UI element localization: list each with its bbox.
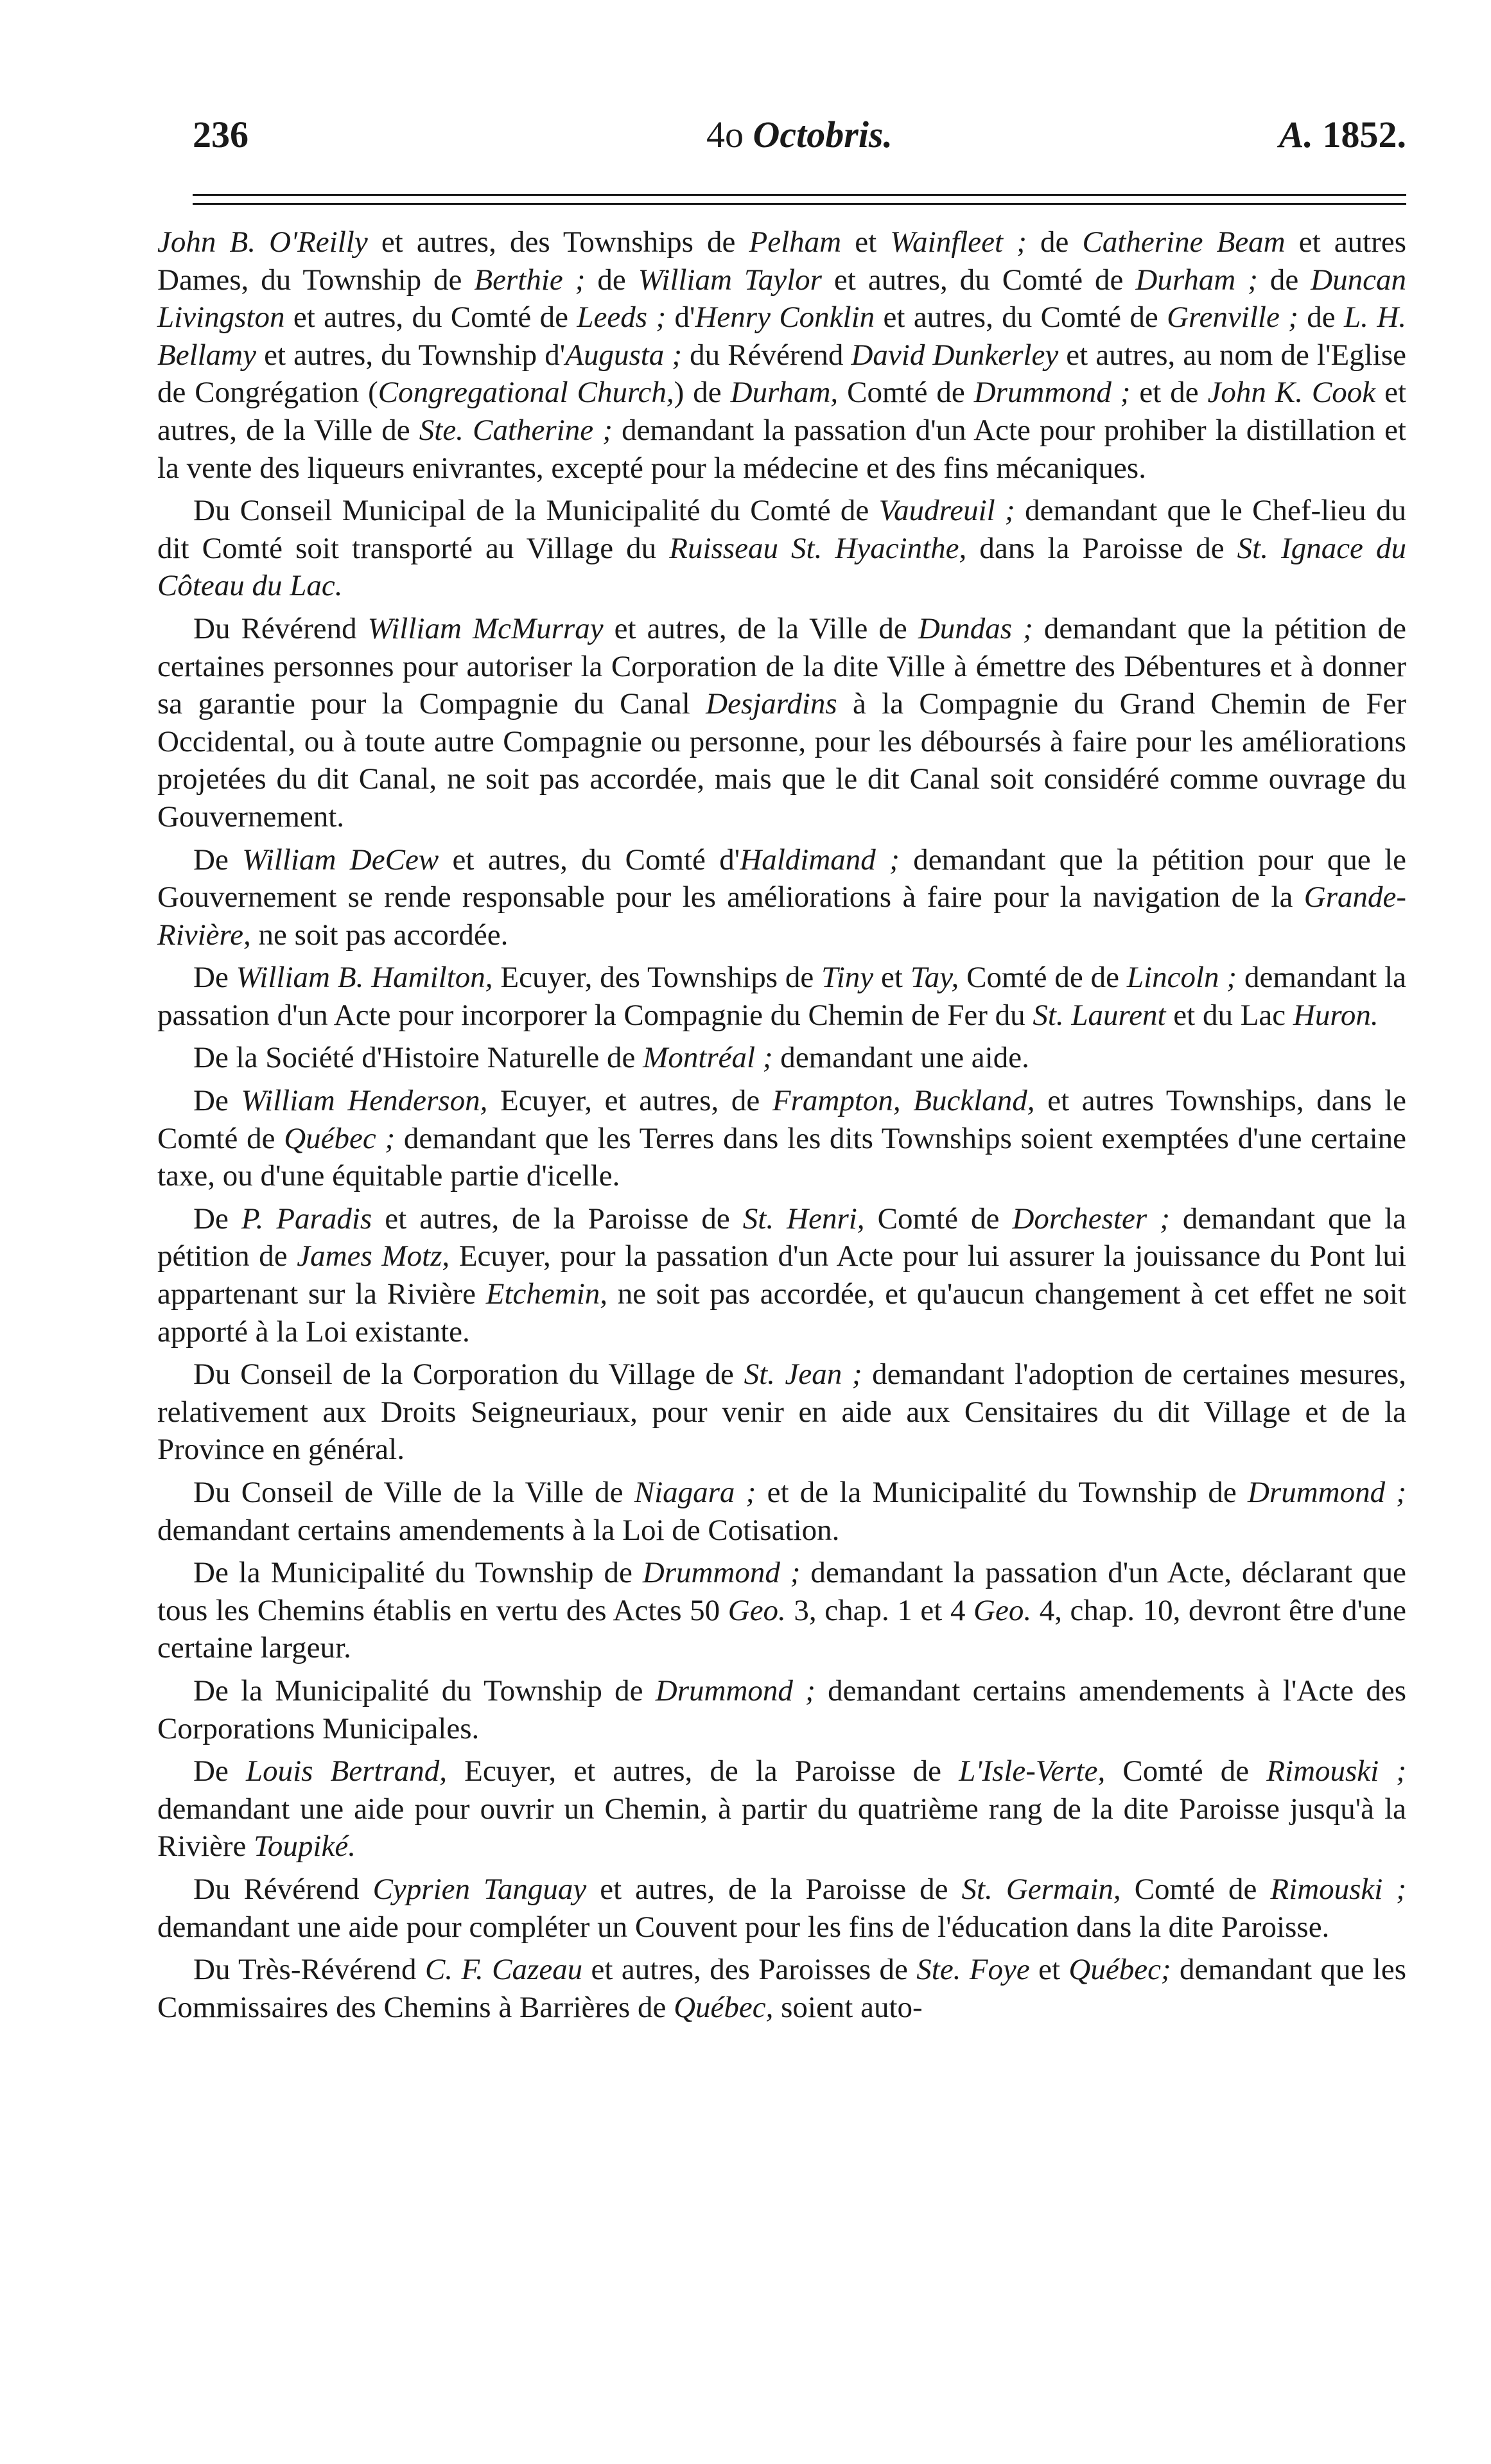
- text-run: De: [193, 1201, 241, 1236]
- text-run: demandant certains amendements à la Loi de Cotisation.: [157, 1513, 840, 1547]
- petition-paragraph: [157, 1752, 1406, 1865]
- text-run: Du Conseil Municipal de la Municipalité du Comté de: [193, 494, 879, 528]
- italic-name: Québec,: [674, 1990, 774, 2024]
- text-run: à la Compagnie du Grand Chemin de Fer Occidental, ou à toute autre Compagnie ou personne, pour les déboursés à faire pour les améliorations projetées du dit Canal, ne soit pas accordée, mais que le dit Canal soit considéré comme ouvrage du Gouvernement.: [157, 687, 1407, 834]
- italic-name: Québec;: [1068, 1953, 1171, 1987]
- italic-name: Grande-Rivière,: [157, 880, 1406, 952]
- year-prefix: A.: [1278, 114, 1313, 155]
- text-run: de: [1026, 225, 1083, 259]
- italic-name: St. Germain,: [961, 1872, 1121, 1906]
- text-run: de: [1298, 301, 1345, 335]
- italic-name: Etchemin,: [485, 1277, 608, 1311]
- petition-paragraph: [157, 1039, 1406, 1077]
- italic-name: L'Isle-Verte,: [959, 1754, 1106, 1788]
- text-run: demandant que la pétition de certaines personnes pour autoriser la Corporation de la dite Ville à émettre des Débentures et à donner sa garantie pour la Compagnie du Canal: [157, 611, 1407, 721]
- text-run: et autres, des Paroisses de: [582, 1953, 917, 1987]
- italic-name: Geo.: [973, 1593, 1032, 1627]
- italic-name: James Motz,: [297, 1239, 450, 1273]
- text-run: et autres, de la Ville de: [603, 611, 918, 645]
- text-run: de: [585, 263, 638, 297]
- text-run: Ecuyer, pour la passation d'un Acte pour lui assurer la jouissance du Pont lui appartenant sur la Rivière: [157, 1239, 1406, 1311]
- text-run: du Révérend: [682, 338, 851, 372]
- italic-name: Toupiké.: [254, 1830, 356, 1864]
- italic-name: Duncan Livingston: [157, 263, 1406, 335]
- text-run: et autres, du Comté de: [875, 301, 1167, 335]
- header-rule-bottom: [193, 203, 1406, 205]
- text-run: et: [1029, 1953, 1069, 1987]
- text-run: et autres, au nom de l'Eglise de Congrégation (: [157, 338, 1406, 410]
- text-run: De: [193, 961, 236, 995]
- text-run: d': [666, 301, 695, 335]
- italic-name: Henry Conklin: [695, 301, 875, 335]
- text-run: demandant que la pétition de: [157, 1201, 1407, 1273]
- petition-paragraph: [157, 1474, 1406, 1549]
- italic-name: Augusta ;: [565, 338, 683, 372]
- italic-name: P. Paradis: [241, 1201, 372, 1236]
- italic-name: St. Ignace du Côteau du Lac.: [157, 531, 1406, 603]
- year-value: 1852.: [1322, 114, 1406, 155]
- text-run: Du Conseil de Ville de la Ville de: [193, 1476, 634, 1509]
- petition-paragraph: [157, 1951, 1406, 2026]
- text-run: demandant que les Commissaires des Chemins à Barrières de: [157, 1953, 1406, 2024]
- text-run: et: [841, 225, 891, 259]
- italic-name: Drummond ;: [973, 376, 1131, 410]
- italic-name: Congregational Church,: [378, 376, 674, 410]
- italic-name: Pelham: [749, 225, 842, 259]
- text-run: De: [193, 1754, 246, 1788]
- text-run: Du Très-Révérend: [193, 1953, 425, 1987]
- text-run: Du Conseil de la Corporation du Village de: [193, 1358, 744, 1392]
- petition-paragraph: [157, 610, 1406, 836]
- italic-name: Drummond ;: [642, 1556, 801, 1590]
- italic-name: William DeCew: [242, 843, 439, 877]
- italic-name: Huron.: [1293, 998, 1379, 1032]
- text-run: et du Lac: [1165, 998, 1293, 1032]
- italic-name: Tiny: [821, 961, 874, 995]
- text-run: de: [1257, 263, 1311, 297]
- text-run: et autres, de la Paroisse de: [586, 1872, 962, 1906]
- text-run: demandant que les Terres dans les dits Townships soient exemptées d'une certaine taxe, ou d'une équitable partie d'icelle.: [157, 1121, 1407, 1193]
- petition-paragraph: [157, 1672, 1406, 1747]
- text-run: De: [193, 1084, 241, 1118]
- italic-name: Tay,: [910, 961, 959, 995]
- italic-name: Durham ;: [1135, 263, 1258, 297]
- italic-name: John K. Cook: [1207, 376, 1376, 410]
- text-run: et autres Townships, dans le Comté de: [157, 1084, 1406, 1155]
- italic-name: St. Henri,: [742, 1201, 865, 1236]
- text-run: Ecuyer, et autres, de: [487, 1084, 772, 1118]
- text-run: et autres, des Townships de: [367, 225, 749, 259]
- text-run: et autres, de la Ville de: [157, 376, 1407, 447]
- text-run: et: [873, 961, 911, 995]
- text-run: ) de: [674, 376, 731, 410]
- petition-paragraph: [157, 1356, 1406, 1469]
- text-run: demandant que la pétition pour que le Gouvernement se rende responsable pour les améliorations à faire pour la navigation de la: [157, 843, 1407, 914]
- italic-name: St. Laurent: [1033, 998, 1166, 1032]
- italic-name: Drummond ;: [1247, 1476, 1406, 1509]
- italic-name: Lincoln ;: [1126, 961, 1237, 995]
- italic-name: Rimouski ;: [1266, 1754, 1406, 1788]
- text-run: et de la Municipalité du Township de: [756, 1476, 1248, 1509]
- text-run: demandant la passation d'un Acte pour incorporer la Compagnie du Chemin de Fer du: [157, 961, 1406, 1032]
- italic-name: Niagara ;: [634, 1476, 756, 1509]
- text-run: demandant l'adoption de certaines mesures, relativement aux Droits Seigneuriaux, pour venir en aide aux Censitaires du dit Village et de la Province en général.: [157, 1358, 1407, 1467]
- italic-name: William McMurray: [367, 611, 604, 645]
- italic-name: Cyprien Tanguay: [372, 1872, 587, 1906]
- italic-name: John B. O'Reilly: [157, 225, 368, 259]
- petition-paragraph: [157, 1082, 1406, 1195]
- italic-name: Québec ;: [284, 1121, 396, 1155]
- text-run: et autres, du Comté d': [439, 843, 740, 877]
- italic-name: Ruisseau St. Hyacinthe,: [669, 531, 967, 565]
- italic-name: David Dunkerley: [851, 338, 1059, 372]
- text-run: Comté de: [864, 1201, 1013, 1236]
- italic-name: Louis Bertrand,: [245, 1754, 448, 1788]
- italic-name: William Henderson,: [241, 1084, 488, 1118]
- text-run: et autres, du Township d': [256, 338, 566, 372]
- session-date: [193, 109, 1406, 161]
- italic-name: William Taylor: [638, 263, 822, 297]
- text-run: demandant la passation d'un Acte pour prohiber la distillation et la vente des liqueurs enivrantes, excepté pour la médecine et des fins mécaniques.: [157, 413, 1406, 485]
- petition-paragraph: [157, 1200, 1406, 1350]
- petition-paragraph: [157, 841, 1406, 954]
- text-run: ne soit pas accordée.: [250, 918, 509, 952]
- text-run: et autres Dames, du Township de: [157, 225, 1407, 297]
- text-run: Comté de: [1120, 1872, 1271, 1906]
- petition-paragraph: [157, 492, 1406, 605]
- text-run: De la Municipalité du Township de: [193, 1673, 656, 1708]
- text-run: demandant la passation d'un Acte, déclarant que tous les Chemins établis en vertu des Actes 50: [157, 1556, 1406, 1627]
- text-run: 3, chap. 1 et 4: [785, 1593, 974, 1627]
- italic-name: Catherine Beam: [1082, 225, 1286, 259]
- text-run: demandant que le Chef-lieu du dit Comté soit transporté au Village du: [157, 494, 1406, 565]
- text-run: demandant certains amendements à l'Acte des Corporations Municipales.: [157, 1673, 1406, 1745]
- header-rule-top: [193, 194, 1406, 196]
- running-header: [193, 109, 1406, 161]
- text-run: Du Révérend: [193, 611, 368, 645]
- text-run: et autres, du Comté de: [821, 263, 1136, 297]
- session-month: Octobris.: [753, 114, 893, 155]
- text-run: 4, chap. 10, devront être d'une certaine largeur.: [157, 1593, 1406, 1665]
- italic-name: Durham,: [730, 376, 839, 410]
- italic-name: Ste. Catherine ;: [419, 413, 613, 447]
- session-prefix: 4o: [706, 114, 744, 155]
- text-run: Comté de: [838, 376, 974, 410]
- text-run: Du Révérend: [193, 1872, 373, 1906]
- text-run: Comté de de: [959, 961, 1127, 995]
- italic-name: Ste. Foye: [916, 1953, 1030, 1987]
- italic-name: Haldimand ;: [740, 843, 900, 877]
- italic-name: Berthie ;: [474, 263, 586, 297]
- year: [1279, 109, 1406, 161]
- text-run: et de: [1130, 376, 1208, 410]
- italic-name: Vaudreuil ;: [878, 494, 1015, 528]
- italic-name: Frampton, Buckland,: [772, 1084, 1035, 1118]
- text-run: et autres, du Comté de: [284, 301, 577, 335]
- text-run: Comté de: [1105, 1754, 1267, 1788]
- text-run: De la Société d'Histoire Naturelle de: [193, 1041, 643, 1075]
- text-run: dans la Paroisse de: [966, 531, 1237, 565]
- italic-name: Geo.: [728, 1593, 786, 1627]
- petition-paragraph: [157, 223, 1406, 487]
- italic-name: Montréal ;: [643, 1041, 773, 1075]
- petition-paragraph: [157, 1871, 1406, 1946]
- text-run: demandant une aide pour ouvrir un Chemin, à partir du quatrième rang de la dite Paroisse jusqu'à la Rivière: [157, 1792, 1406, 1864]
- italic-name: Grenville ;: [1167, 301, 1298, 335]
- italic-name: L. H. Bellamy: [157, 301, 1407, 372]
- italic-name: William B. Hamilton,: [236, 961, 493, 995]
- text-run: De: [193, 843, 243, 877]
- body-text: [157, 223, 1406, 2026]
- text-run: Ecuyer, et autres, de la Paroisse de: [447, 1754, 959, 1788]
- text-run: soient auto-: [773, 1990, 923, 2024]
- italic-name: Dorchester ;: [1012, 1201, 1170, 1236]
- petition-paragraph: [157, 1554, 1406, 1667]
- italic-name: Leeds ;: [577, 301, 667, 335]
- petition-paragraph: [157, 959, 1406, 1034]
- text-run: De la Municipalité du Township de: [193, 1556, 643, 1590]
- text-run: demandant une aide.: [772, 1041, 1029, 1075]
- italic-name: C. F. Cazeau: [424, 1953, 583, 1987]
- text-run: ne soit pas accordée, et qu'aucun changement à cet effet ne soit apporté à la Loi existante.: [157, 1277, 1406, 1349]
- text-run: demandant une aide pour compléter un Couvent pour les fins de l'éducation dans la dite Paroisse.: [157, 1910, 1330, 1944]
- text-run: Ecuyer, des Townships de: [493, 961, 822, 995]
- italic-name: Rimouski ;: [1270, 1872, 1407, 1906]
- italic-name: Desjardins: [706, 687, 837, 721]
- italic-name: Wainfleet ;: [890, 225, 1027, 259]
- italic-name: Drummond ;: [655, 1673, 815, 1708]
- text-run: et autres, de la Paroisse de: [372, 1201, 743, 1236]
- page-number: 236: [193, 114, 248, 155]
- italic-name: St. Jean ;: [744, 1358, 862, 1392]
- italic-name: Dundas ;: [918, 611, 1033, 645]
